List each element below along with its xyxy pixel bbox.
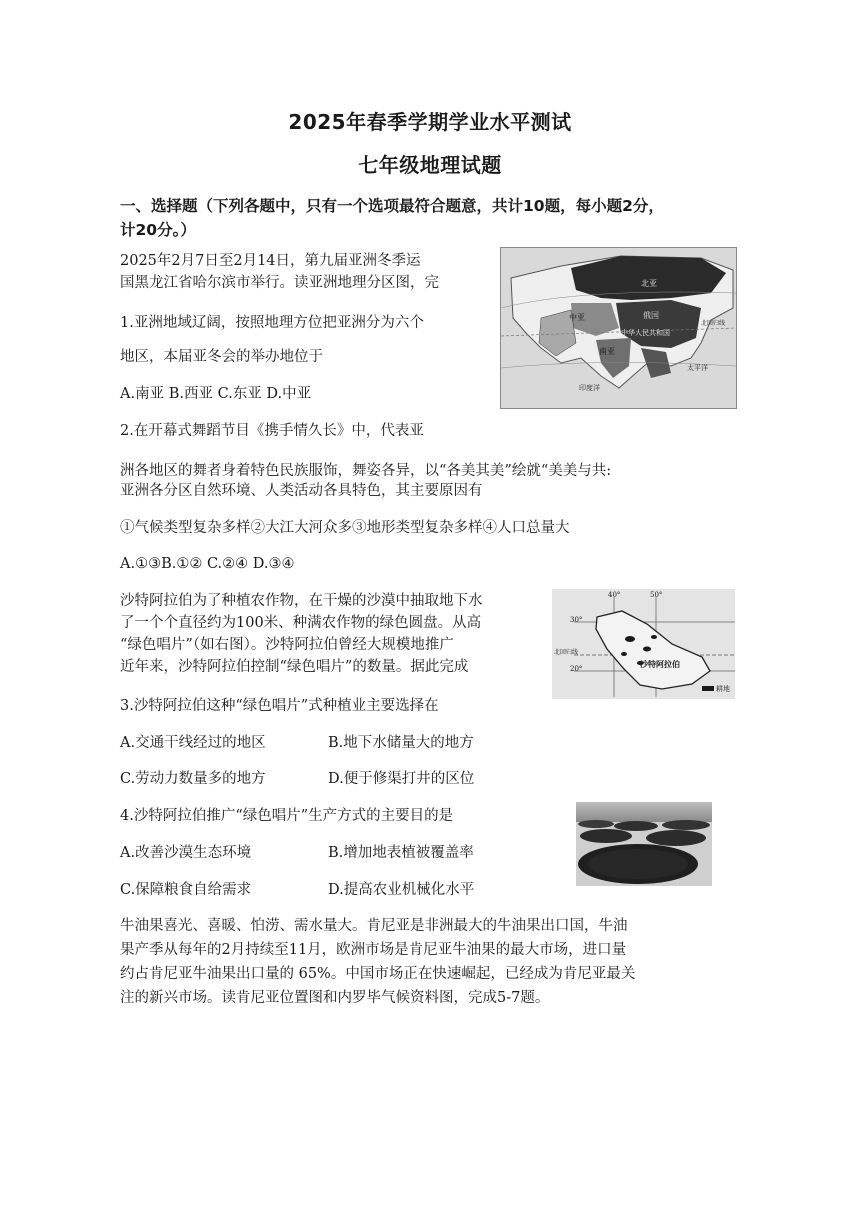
- q2-items: ①气候类型复杂多样②大江大河众多③地形类型复杂多样④人口总量大: [120, 520, 570, 536]
- saudi-arabia-map: [552, 589, 735, 699]
- q2-stem-line1: 2.在开幕式舞蹈节目《携手情久长》中，代表亚: [120, 423, 424, 439]
- passage3-line2: 果产季从每年的2月持续至11月，欧洲市场是肯尼亚牛油果的最大市场，进口量: [120, 942, 627, 958]
- section-heading-line1: 一、选择题（下列各题中，只有一个选项最符合题意，共计10题，每小题2分，: [120, 197, 664, 215]
- saudi-lon-50: 50°: [650, 591, 663, 599]
- page-title: 2025年春季学期学业水平测试: [288, 110, 572, 134]
- map-label-pacific: 太平洋: [687, 364, 708, 372]
- q1-options: A.南亚 B.西亚 C.东亚 D.中亚: [120, 386, 312, 402]
- map-label-tropic: 北回归线: [701, 320, 726, 327]
- map-label-china: 中华人民共和国: [621, 329, 670, 337]
- passage3-line1: 牛油果喜光、喜暖、怕涝、需水量大。肯尼亚是非洲最大的牛油果出口国，牛油: [120, 918, 628, 934]
- passage1-line1: 2025年2月7日至2月14日，第九届亚洲冬季运: [120, 253, 421, 269]
- q2-stem-line3: 亚洲各分区自然环境、人类活动各具特色，其主要原因有: [120, 483, 483, 499]
- q2-stem-line2: 洲各地区的舞者身着特色民族服饰，舞姿各异，以“各美其美”绘就“美美与共:: [120, 463, 612, 479]
- page-subtitle: 七年级地理试题: [358, 153, 502, 177]
- passage2-line1: 沙特阿拉伯为了种植农作物，在干燥的沙漠中抽取地下水: [120, 593, 483, 609]
- q4-stem: 4.沙特阿拉伯推广“绿色唱片”生产方式的主要目的是: [120, 808, 454, 824]
- saudi-map-graphic: [552, 589, 735, 699]
- q3-stem: 3.沙特阿拉伯这种“绿色唱片”式种植业主要选择在: [120, 698, 439, 714]
- q3-option-b: B.地下水储量大的地方: [328, 735, 474, 751]
- asia-map-graphic: [501, 248, 736, 408]
- map-label-russia: 俄国: [643, 311, 659, 320]
- map-label-indian-ocean: 印度洋: [579, 384, 600, 392]
- q3-option-d: D.便于修渠打井的区位: [328, 771, 475, 787]
- passage3-line3: 约占肯尼亚牛油果出口量的 65%。中国市场正在快速崛起，已经成为肯尼亚最关: [120, 966, 636, 982]
- saudi-tropic-label: 北回归线: [554, 649, 579, 656]
- q4-option-b: B.增加地表植被覆盖率: [328, 845, 474, 861]
- q3-option-c: C.劳动力数量多的地方: [120, 771, 266, 787]
- q4-option-a: A.改善沙漠生态环境: [120, 845, 252, 861]
- saudi-lat-30: 30°: [570, 616, 583, 624]
- map-label-central-asia: 中亚: [569, 313, 585, 322]
- q4-option-d: D.提高农业机械化水平: [328, 882, 475, 898]
- saudi-lon-40: 40°: [608, 591, 621, 599]
- passage2-line4: 近年来，沙特阿拉伯控制“绿色唱片”的数量。据此完成: [120, 659, 469, 675]
- asia-region-map: [500, 247, 737, 409]
- passage2-line2: 了一个个直径约为100米、种满农作物的绿色圆盘。从高: [120, 615, 482, 631]
- q2-options: A.①③B.①② C.②④ D.③④: [120, 556, 295, 572]
- map-label-north-asia: 北亚: [641, 279, 657, 288]
- section-heading-line2: 计20分。）: [120, 221, 196, 239]
- q1-stem-line1: 1.亚洲地域辽阔，按照地理方位把亚洲分为六个: [120, 315, 424, 331]
- passage3-line4: 注的新兴市场。读肯尼亚位置图和内罗毕气候资料图，完成5-7题。: [120, 990, 550, 1006]
- q3-option-a: A.交通干线经过的地区: [120, 735, 266, 751]
- saudi-country-label: 沙特阿拉伯: [640, 659, 680, 669]
- green-disc-photo-graphic: [576, 802, 712, 886]
- passage1-line2: 国黑龙江省哈尔滨市举行。读亚洲地理分区图，完: [120, 275, 439, 291]
- map-label-south-asia: 南亚: [599, 347, 615, 356]
- saudi-lat-20: 20°: [570, 665, 583, 673]
- q1-stem-line2: 地区，本届亚冬会的举办地位于: [120, 349, 323, 365]
- passage2-line3: “绿色唱片”（如右图）。沙特阿拉伯曾经大规模地推广: [120, 637, 454, 653]
- saudi-legend-label: 耕地: [716, 685, 730, 693]
- q4-option-c: C.保障粮食自给需求: [120, 882, 252, 898]
- green-disc-photo: [576, 802, 712, 886]
